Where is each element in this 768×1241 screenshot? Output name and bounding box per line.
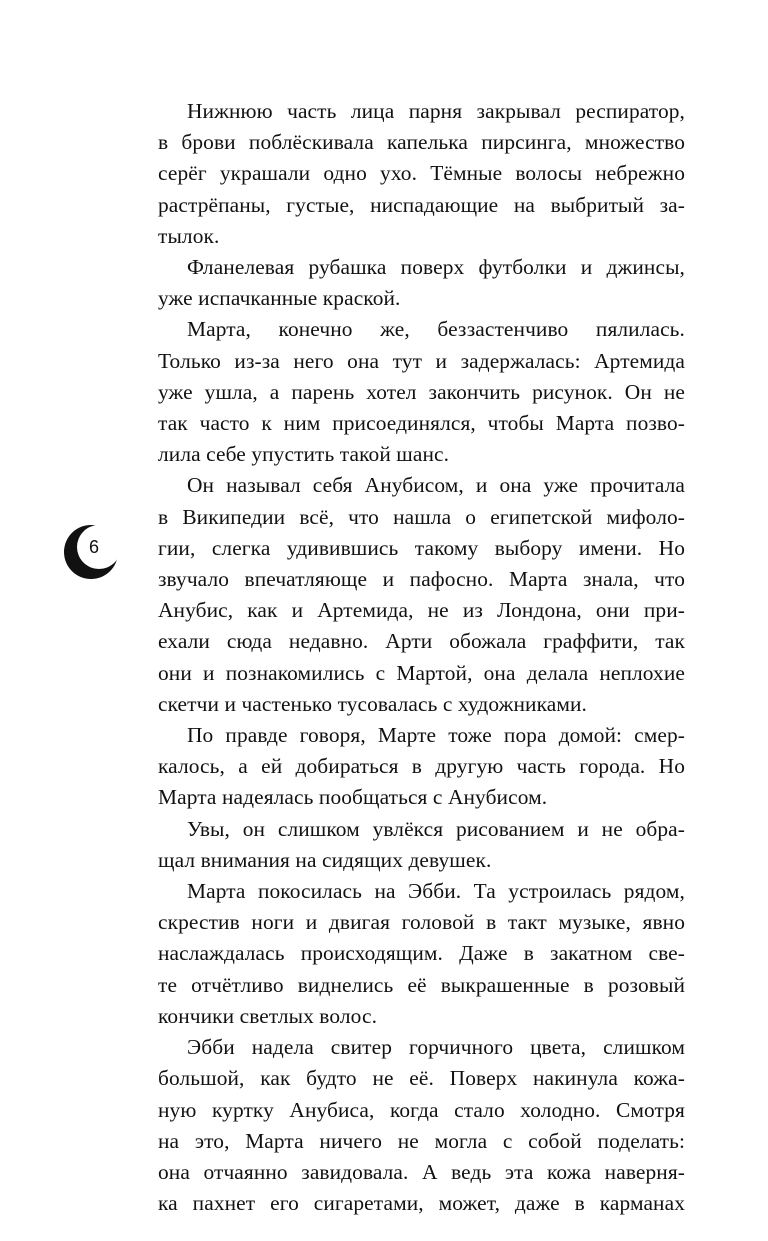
text-line: Марта, конечно же, беззастенчиво пялилась.: [187, 317, 685, 342]
text-line: скетчи и частенько тусовалась с художниками.: [158, 691, 587, 716]
text-line: так часто к ним присоединялся, чтобы Марта позво-: [158, 411, 685, 436]
text-line: Эбби надела свитер горчичного цвета, слишком: [187, 1035, 685, 1060]
text-line: щал внимания на сидящих девушек.: [158, 847, 492, 872]
page-body-text: [158, 96, 685, 1219]
paragraph: [158, 876, 685, 1032]
text-line: они и познакомились с Мартой, она делала неплохие: [158, 660, 685, 685]
text-line: калось, а ей добираться в другую часть города. Но: [158, 754, 685, 779]
text-line: Марта надеялась пообщаться с Анубисом.: [158, 785, 548, 810]
text-line: в брови поблёскивала капелька пирсинга, множество: [158, 130, 685, 155]
paragraph: [158, 720, 685, 814]
text-line: в Википедии всё, что нашла о египетской мифоло-: [158, 504, 685, 529]
text-line: наслаждалась происходящим. Даже в закатном све-: [158, 941, 685, 966]
paragraph: [158, 314, 685, 470]
text-line: лила себе упустить такой шанс.: [158, 442, 450, 467]
paragraph: [158, 1032, 685, 1219]
text-line: гии, слегка удивившись такому выбору имени. Но: [158, 535, 685, 560]
text-line: звучало впечатляюще и пафосно. Марта знала, что: [158, 567, 685, 592]
text-line: кончики светлых волос.: [158, 1003, 378, 1028]
text-line: уже испачканные краской.: [158, 286, 401, 311]
page-number: 6: [88, 537, 99, 557]
text-line: Фланелевая рубашка поверх футболки и джинсы,: [187, 255, 685, 280]
text-line: Марта покосилась на Эбби. Та устроилась рядом,: [187, 879, 685, 904]
paragraph: [158, 470, 685, 720]
text-line: По правде говоря, Марте тоже пора домой: смер-: [187, 723, 685, 748]
text-line: на это, Марта ничего не могла с собой поделать:: [158, 1128, 685, 1153]
text-line: она отчаянно завидовала. А ведь эта кожа наверня-: [158, 1159, 685, 1184]
text-line: Он называл себя Анубисом, и она уже прочитала: [187, 473, 685, 498]
text-line: серёг украшали одно ухо. Тёмные волосы небрежно: [158, 161, 685, 186]
text-line: Анубис, как и Артемида, не из Лондона, они при-: [158, 598, 685, 623]
text-line: уже ушла, а парень хотел закончить рисунок. Он не: [158, 379, 685, 404]
text-line: большой, как будто не её. Поверх накинула кожа-: [158, 1066, 685, 1091]
paragraph: [158, 252, 685, 314]
text-line: растрёпаны, густые, ниспадающие на выбритый за-: [158, 192, 685, 217]
text-line: ка пахнет его сигаретами, может, даже в карманах: [158, 1191, 685, 1216]
text-line: ехали сюда недавно. Арти обожала граффити, так: [158, 629, 685, 654]
text-line: те отчётливо виднелись её выкрашенные в розовый: [158, 972, 685, 997]
paragraph: [158, 814, 685, 876]
text-line: Увы, он слишком увлёкся рисованием и не обра-: [187, 816, 685, 841]
text-line: ную куртку Анубиса, когда стало холодно. Смотря: [158, 1097, 685, 1122]
text-line: Нижнюю часть лица парня закрывал респиратор,: [187, 99, 685, 123]
text-line: скрестив ноги и двигая головой в такт музыке, явно: [158, 910, 685, 935]
text-line: Только из-за него она тут и задержалась: Артемида: [158, 348, 685, 373]
paragraph: [158, 96, 685, 252]
text-line: тылок.: [158, 223, 220, 248]
